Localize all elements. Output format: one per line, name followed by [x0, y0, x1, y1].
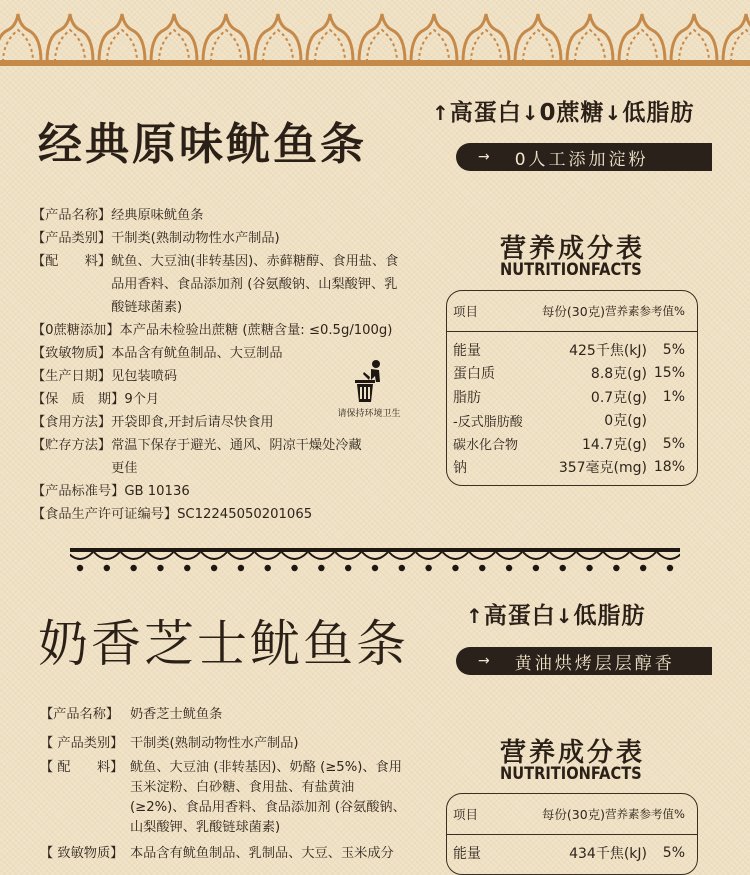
- divider-bead: [613, 565, 619, 571]
- cell-amount: 0克(g): [604, 413, 647, 430]
- product2-title: 奶香芝士鱿鱼条: [38, 615, 409, 673]
- divider-scallop: [469, 552, 495, 559]
- divider-scallop: [657, 552, 680, 559]
- divider-scallop: [630, 552, 656, 559]
- divider-scallop: [308, 552, 334, 559]
- cell-amount: 0.7克(g): [590, 389, 647, 406]
- arch-inner-ornament: [419, 30, 449, 62]
- divider-bead: [399, 565, 405, 571]
- info-label: 【产品名称】: [40, 707, 120, 722]
- cell-amount: 14.7克(g): [582, 436, 647, 453]
- divider-scallop: [70, 552, 93, 559]
- arch-ornament: [723, 14, 750, 62]
- arch-inner-ornament: [523, 30, 553, 62]
- arch-inner-ornament: [471, 30, 501, 62]
- down-arrow-icon: ↓: [521, 101, 540, 125]
- info-label: 【产品标准号】: [32, 484, 125, 499]
- arch-ornament: [411, 14, 457, 62]
- arch-inner-ornament: [263, 30, 293, 62]
- cell-amount: 434千焦(kJ): [569, 845, 647, 862]
- nutrition-table: [446, 793, 698, 875]
- divider-bead: [372, 565, 378, 571]
- recycle-caption: 请保持环境卫生: [337, 409, 401, 419]
- nutrition-subtitle: NUTRITIONFACTS: [500, 764, 642, 784]
- cell-nrv: 5%: [662, 844, 685, 861]
- arch-ornament: [619, 14, 665, 62]
- divider-scallop: [228, 552, 254, 559]
- cell-nrv: 5%: [662, 341, 685, 358]
- info-value: SC12245050201065: [177, 507, 313, 522]
- table-row: [447, 841, 697, 865]
- arch-ornament: [99, 14, 145, 62]
- nutrition-title: 营养成分表: [500, 738, 646, 768]
- divider-scallop: [147, 552, 173, 559]
- arch-inner-ornament: [367, 30, 397, 62]
- arch-inner-ornament: [3, 30, 33, 62]
- info-label: 【保 质 期】: [32, 392, 125, 407]
- divider-bead: [77, 565, 83, 571]
- divider-bead: [640, 565, 646, 571]
- arch-ornament: [307, 14, 353, 62]
- divider-bead: [291, 565, 297, 571]
- nutrition-subtitle: NUTRITIONFACTS: [500, 260, 642, 280]
- nutrition-table-header: [447, 794, 697, 835]
- up-arrow-icon: ↑: [466, 604, 484, 628]
- arch-inner-ornament: [159, 30, 189, 62]
- table-row: [447, 385, 697, 409]
- info-value: 鱿鱼、大豆油(非转基因)、赤藓糖醇、食用盐、食品用香料、食品添加剂 (谷氨酸钠、山梨酸钾、乳酸链球菌素): [111, 254, 399, 315]
- header-item: 项目: [453, 807, 479, 822]
- table-row: [447, 409, 697, 433]
- divider-scallop: [121, 552, 147, 559]
- down-arrow-icon: ↓: [555, 604, 574, 628]
- table-row: [447, 432, 697, 456]
- info-value: 干制类(熟制动物性水产制品): [130, 736, 299, 751]
- cell-nrv: 15%: [653, 365, 685, 382]
- info-label: 【 产品类别】: [40, 736, 124, 751]
- cell-item: -反式脂肪酸: [453, 414, 523, 430]
- info-value: 见包装喷码: [111, 369, 178, 384]
- info-row: [32, 250, 432, 319]
- divider-bead: [265, 565, 271, 571]
- info-value: 本产品未检验出蔗糖 (蔗糖含量: ≤0.5g/100g): [119, 323, 393, 338]
- header-per-serving: 每份(30克): [541, 807, 606, 822]
- arch-ornament: [151, 14, 197, 62]
- cell-amount: 8.8克(g): [590, 366, 647, 383]
- arch-inner-ornament: [55, 30, 85, 62]
- recycle-notice: [334, 358, 404, 419]
- divider-bead: [130, 565, 136, 571]
- top-decorative-border: [0, 0, 750, 70]
- arch-inner-ornament: [575, 30, 605, 62]
- info-row: [32, 480, 432, 503]
- divider-bead: [533, 565, 539, 571]
- divider-bead: [318, 565, 324, 571]
- cell-item: 脂肪: [453, 389, 481, 406]
- arch-ornament: [47, 14, 93, 62]
- divider-scallop: [577, 552, 603, 559]
- info-value: 鱿鱼、大豆油 (非转基因)、奶酪 (≥5%)、食用玉米淀粉、白砂糖、食用盐、有盐黄油 (≥2%)、食品用香料、食品添加剂 (谷氨酸钠、山梨酸钾、乳酸链球菌素): [130, 760, 406, 835]
- divider-scallop: [550, 552, 576, 559]
- divider-bead: [452, 565, 458, 571]
- arch-ornament: [463, 14, 509, 62]
- info-label: 【产品名称】: [32, 208, 112, 223]
- divider-scallop: [496, 552, 522, 559]
- divider-bead: [425, 565, 431, 571]
- product2-feature-pill: [456, 647, 712, 675]
- arch-inner-ornament: [315, 30, 345, 62]
- nutrition-table-header: [447, 291, 697, 332]
- info-label: 【0蔗糖添加】: [32, 323, 120, 338]
- header-nrv: 营养素参考值%: [605, 304, 685, 318]
- info-row: [40, 732, 420, 755]
- arrow-right-icon: →: [478, 653, 493, 669]
- arch-inner-ornament: [731, 30, 750, 62]
- cell-nrv: 18%: [653, 459, 685, 476]
- divider-bead: [345, 565, 351, 571]
- divider-scallop: [523, 552, 549, 559]
- tagline-high-protein: 高蛋白: [449, 100, 522, 126]
- info-value: 本品含有鱿鱼制品、大豆制品: [111, 346, 283, 361]
- info-label: 【产品类别】: [32, 231, 112, 246]
- header-nrv: 营养素参考值%: [605, 807, 685, 821]
- divider-scallop: [174, 552, 200, 559]
- info-value: 本品含有鱿鱼制品、乳制品、大豆、玉米成分: [130, 846, 394, 861]
- arch-inner-ornament: [107, 30, 137, 62]
- arch-ornament: [255, 14, 301, 62]
- arch-ornament: [203, 14, 249, 62]
- info-value: 经典原味鱿鱼条: [111, 208, 204, 223]
- divider-bead: [238, 565, 244, 571]
- arch-inner-ornament: [627, 30, 657, 62]
- info-row: [40, 703, 420, 726]
- divider-scallop: [335, 552, 361, 559]
- arch-ornament: [0, 14, 41, 62]
- divider-scallop: [442, 552, 468, 559]
- info-row: [40, 758, 420, 838]
- info-row: [32, 227, 432, 250]
- cell-amount: 357毫克(mg): [558, 460, 647, 477]
- header-per-serving: 每份(30克): [541, 304, 606, 319]
- divider-scallop: [201, 552, 227, 559]
- tagline-low-fat: 低脂肪: [622, 100, 695, 126]
- product1-title: 经典原味鱿鱼条: [38, 119, 367, 170]
- table-row: [447, 362, 697, 386]
- info-value: 开袋即食,开封后请尽快食用: [111, 415, 274, 430]
- divider-scallop: [603, 552, 629, 559]
- info-label: 【配 料】: [32, 254, 112, 269]
- info-value: 常温下保存于避光、通风、阴凉干燥处冷藏更佳: [111, 438, 362, 476]
- info-label: 【生产日期】: [32, 369, 112, 384]
- info-label: 【 配 料】: [40, 760, 124, 775]
- tagline-low-fat: 低脂肪: [573, 603, 646, 629]
- divider-scallop: [255, 552, 281, 559]
- nutrition-table: [446, 290, 698, 486]
- info-row: [40, 842, 420, 865]
- divider-bead: [506, 565, 512, 571]
- divider-scallop: [416, 552, 442, 559]
- info-label: 【贮存方法】: [32, 438, 112, 453]
- cell-nrv: 5%: [662, 435, 685, 452]
- info-row: [32, 204, 432, 227]
- cell-amount: 425千焦(kJ): [569, 342, 647, 359]
- cell-item: 能量: [453, 845, 481, 862]
- arch-inner-ornament: [679, 30, 709, 62]
- product2-info-list: [40, 703, 420, 865]
- info-label: 【 致敏物质】: [40, 846, 124, 861]
- up-arrow-icon: ↑: [432, 101, 450, 125]
- cell-item: 蛋白质: [453, 366, 495, 383]
- cell-item: 能量: [453, 342, 481, 359]
- arch-ornament: [515, 14, 561, 62]
- header-item: 项目: [453, 304, 479, 319]
- divider-scallop: [282, 552, 308, 559]
- info-value: GB 10136: [124, 484, 190, 499]
- arch-ornament: [359, 14, 405, 62]
- arrow-right-icon: →: [478, 149, 493, 165]
- divider-bead: [479, 565, 485, 571]
- arch-inner-ornament: [211, 30, 241, 62]
- cell-item: 钠: [453, 460, 467, 477]
- product2-taglines: [466, 597, 646, 630]
- trash-bin-icon: [349, 358, 389, 404]
- info-row: [32, 434, 432, 480]
- divider-bead: [157, 565, 163, 571]
- info-row: [32, 503, 432, 526]
- info-value: 干制类(熟制动物性水产制品): [111, 231, 280, 246]
- arch-ornament: [671, 14, 717, 62]
- cell-item: 碳水化合物: [453, 438, 519, 454]
- info-label: 【食用方法】: [32, 415, 112, 430]
- product1-feature-pill: [456, 143, 712, 171]
- info-label: 【致敏物质】: [32, 346, 112, 361]
- nutrition-title: 营养成分表: [500, 234, 646, 264]
- table-row: [447, 338, 697, 362]
- divider-bead: [586, 565, 592, 571]
- info-value: 9个月: [124, 392, 160, 407]
- divider-bead: [184, 565, 190, 571]
- product1-taglines: [432, 94, 694, 127]
- info-label: 【食品生产许可证编号】: [32, 507, 178, 522]
- table-row: [447, 456, 697, 480]
- tagline-zero-sucrose: 0蔗糖: [539, 100, 605, 126]
- divider-scallop: [94, 552, 120, 559]
- arch-ornament: [567, 14, 613, 62]
- section-divider: [70, 544, 680, 576]
- divider-scallop: [362, 552, 388, 559]
- info-row: [32, 319, 432, 342]
- cell-nrv: 1%: [662, 388, 685, 405]
- tagline-high-protein: 高蛋白: [483, 603, 556, 629]
- divider-bead: [667, 565, 673, 571]
- pill-text: 0人工添加淀粉: [514, 149, 649, 170]
- info-value: 奶香芝士鱿鱼条: [130, 707, 223, 722]
- down-arrow-icon: ↓: [604, 101, 623, 125]
- divider-bead: [211, 565, 217, 571]
- pill-text: 黄油烘烤层层醇香: [514, 653, 675, 674]
- divider-bead: [104, 565, 110, 571]
- divider-bead: [560, 565, 566, 571]
- divider-scallop: [389, 552, 415, 559]
